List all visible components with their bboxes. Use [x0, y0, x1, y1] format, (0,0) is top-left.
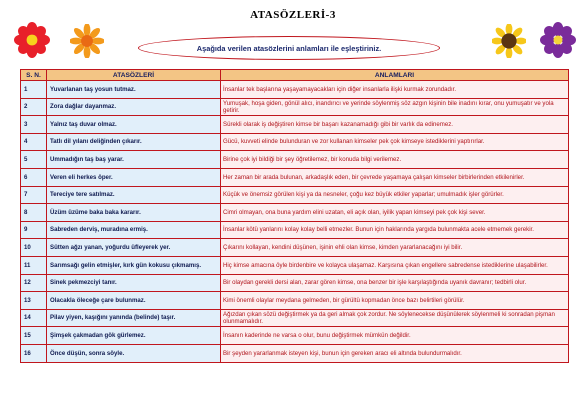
table-row	[21, 151, 569, 169]
meaning-cell: Her zaman bir arada bulunan, arkadaşlık eden, bir çevrede yaşamaya çalışan kimseler birbirlerinden etkilenirler.	[221, 168, 569, 186]
meaning-cell: İnsanlar kötü yanlarını kolay kolay belli etmezler. Bunun için haklarında yargıda bulunmakta acele etmemek gerekir.	[221, 221, 569, 239]
meaning-cell: Yumuşak, hoşa giden, gönül alıcı, inandırıcı ve yerinde söylenmiş söz azgın kişinin bile inadını kırar, onu yumuşatır ve yola getirir.	[221, 98, 569, 116]
row-number: 5	[21, 151, 47, 169]
row-number: 1	[21, 81, 47, 99]
proverb-cell: Yuvarlanan taş yosun tutmaz.	[47, 81, 221, 99]
header-proverb: ATASÖZLERİ	[47, 70, 221, 81]
proverb-cell: Üzüm üzüme baka baka kararır.	[47, 204, 221, 222]
page-title: ATASÖZLERİ-3	[250, 9, 336, 21]
table-row	[21, 168, 569, 186]
row-number: 4	[21, 133, 47, 151]
instruction-banner: Aşağıda verilen atasözlerini anlamları ile eşleştiriniz.	[138, 36, 440, 60]
proverb-cell: Ummadığın taş baş yarar.	[47, 151, 221, 169]
proverb-cell: Tatlı dil yılanı deliğinden çıkarır.	[47, 133, 221, 151]
proverb-cell: Sinek pekmezciyi tanır.	[47, 274, 221, 292]
proverb-cell: Veren eli herkes öper.	[47, 168, 221, 186]
proverbs-table	[20, 69, 569, 363]
row-number: 15	[21, 327, 47, 345]
meaning-cell: Gücü, kuvveti elinde bulunduran ve zor kullanan kimseler pek çok kimseye istediklerini yaptırırlar.	[221, 133, 569, 151]
proverb-cell: Sabreden derviş, muradına ermiş.	[47, 221, 221, 239]
table-row	[21, 133, 569, 151]
row-number: 14	[21, 309, 47, 327]
table-row	[21, 309, 569, 327]
sunflower-icon	[492, 24, 526, 58]
proverb-cell: Sarımsağı gelin etmişler, kırk gün kokusu çıkmamış.	[47, 256, 221, 274]
meaning-cell: Bir olaydan gerekli dersi alan, zarar gören kimse, ona benzer bir işle karşılaştığında uyanık davranır; tedbirli olur.	[221, 274, 569, 292]
table-row	[21, 344, 569, 362]
proverb-cell: Yalnız taş duvar olmaz.	[47, 116, 221, 134]
row-number: 10	[21, 239, 47, 257]
proverb-cell: Zora dağlar dayanmaz.	[47, 98, 221, 116]
header-meaning: ANLAMLARI	[221, 70, 569, 81]
purple-flower-icon	[540, 22, 576, 58]
meaning-cell: Kimi önemli olaylar meydana gelmeden, bir gürültü kopmadan önce bazı belirtileri görülür.	[221, 292, 569, 310]
meaning-cell: Küçük ve önemsiz görülen kişi ya da nesneler, çoğu kez büyük etkiler yaparlar; umulmadık işler görürler.	[221, 186, 569, 204]
proverb-cell: Olacakla öleceğe çare bulunmaz.	[47, 292, 221, 310]
row-number: 16	[21, 344, 47, 362]
row-number: 11	[21, 256, 47, 274]
table-row	[21, 274, 569, 292]
meaning-cell: Ağızdan çıkan sözü değiştirmek ya da geri almak çok zordur. Ne söyleneceksе düşünülerek söylenmeli ki sonradan pişman olunmamalıdır.	[221, 309, 569, 327]
row-number: 2	[21, 98, 47, 116]
row-number: 9	[21, 221, 47, 239]
meaning-cell: İnsanlar tek başlarına yaşayamayacakları için diğer insanlarla ilişki kurmak zorundadır.	[221, 81, 569, 99]
meaning-cell: Sürekli olarak iş değiştiren kimse bir başarı kazanamadığı gibi bir varlık da edinemez.	[221, 116, 569, 134]
row-number: 3	[21, 116, 47, 134]
proverb-cell: Önce düşün, sonra söyle.	[47, 344, 221, 362]
header-number: S. N.	[21, 70, 47, 81]
meaning-cell: Bir şeyden yararlanmak isteyen kişi, bunun için gereken aracı eli altında bulundurmalıdır.	[221, 344, 569, 362]
row-number: 8	[21, 204, 47, 222]
meaning-cell: Birine çok iyi bildiği bir şey öğretilemez, bir konuda bilgi verilemez.	[221, 151, 569, 169]
meaning-cell: İnsanın kaderinde ne varsa o olur, bunu değiştirmek mümkün değildir.	[221, 327, 569, 345]
table-row	[21, 186, 569, 204]
orange-flower-icon	[70, 24, 104, 58]
row-number: 6	[21, 168, 47, 186]
table-row	[21, 204, 569, 222]
table-row	[21, 327, 569, 345]
row-number: 7	[21, 186, 47, 204]
red-flower-icon	[14, 22, 50, 58]
row-number: 13	[21, 292, 47, 310]
table-row	[21, 292, 569, 310]
table-row	[21, 81, 569, 99]
meaning-cell: Hiç kimse amacına öyle birdenbire ve kolayca ulaşamaz. Karşısına çıkan engellere sabredense istediklerine ulaşabilirler.	[221, 256, 569, 274]
table-row	[21, 256, 569, 274]
proverb-cell: Tereciye tere satılmaz.	[47, 186, 221, 204]
proverb-cell: Sütten ağzı yanan, yoğurdu üfleyerek yer.	[47, 239, 221, 257]
table-row	[21, 221, 569, 239]
meaning-cell: Çıkarını kollayan, kendini düşünen, işinin ehli olan kimse, kimden yararlanacağını iyi bilir.	[221, 239, 569, 257]
row-number: 12	[21, 274, 47, 292]
meaning-cell: Cimri olmayan, ona buna yardım elini uzatan, eli açık olan, iyilik yapan kimseyi pek çok kişi sever.	[221, 204, 569, 222]
table-row	[21, 116, 569, 134]
table-header-row	[21, 70, 569, 81]
table-row	[21, 239, 569, 257]
table-row	[21, 98, 569, 116]
proverb-cell: Pilav yiyen, kaşığını yanında (belinde) taşır.	[47, 309, 221, 327]
proverb-cell: Şimşek çakmadan gök gürlemez.	[47, 327, 221, 345]
